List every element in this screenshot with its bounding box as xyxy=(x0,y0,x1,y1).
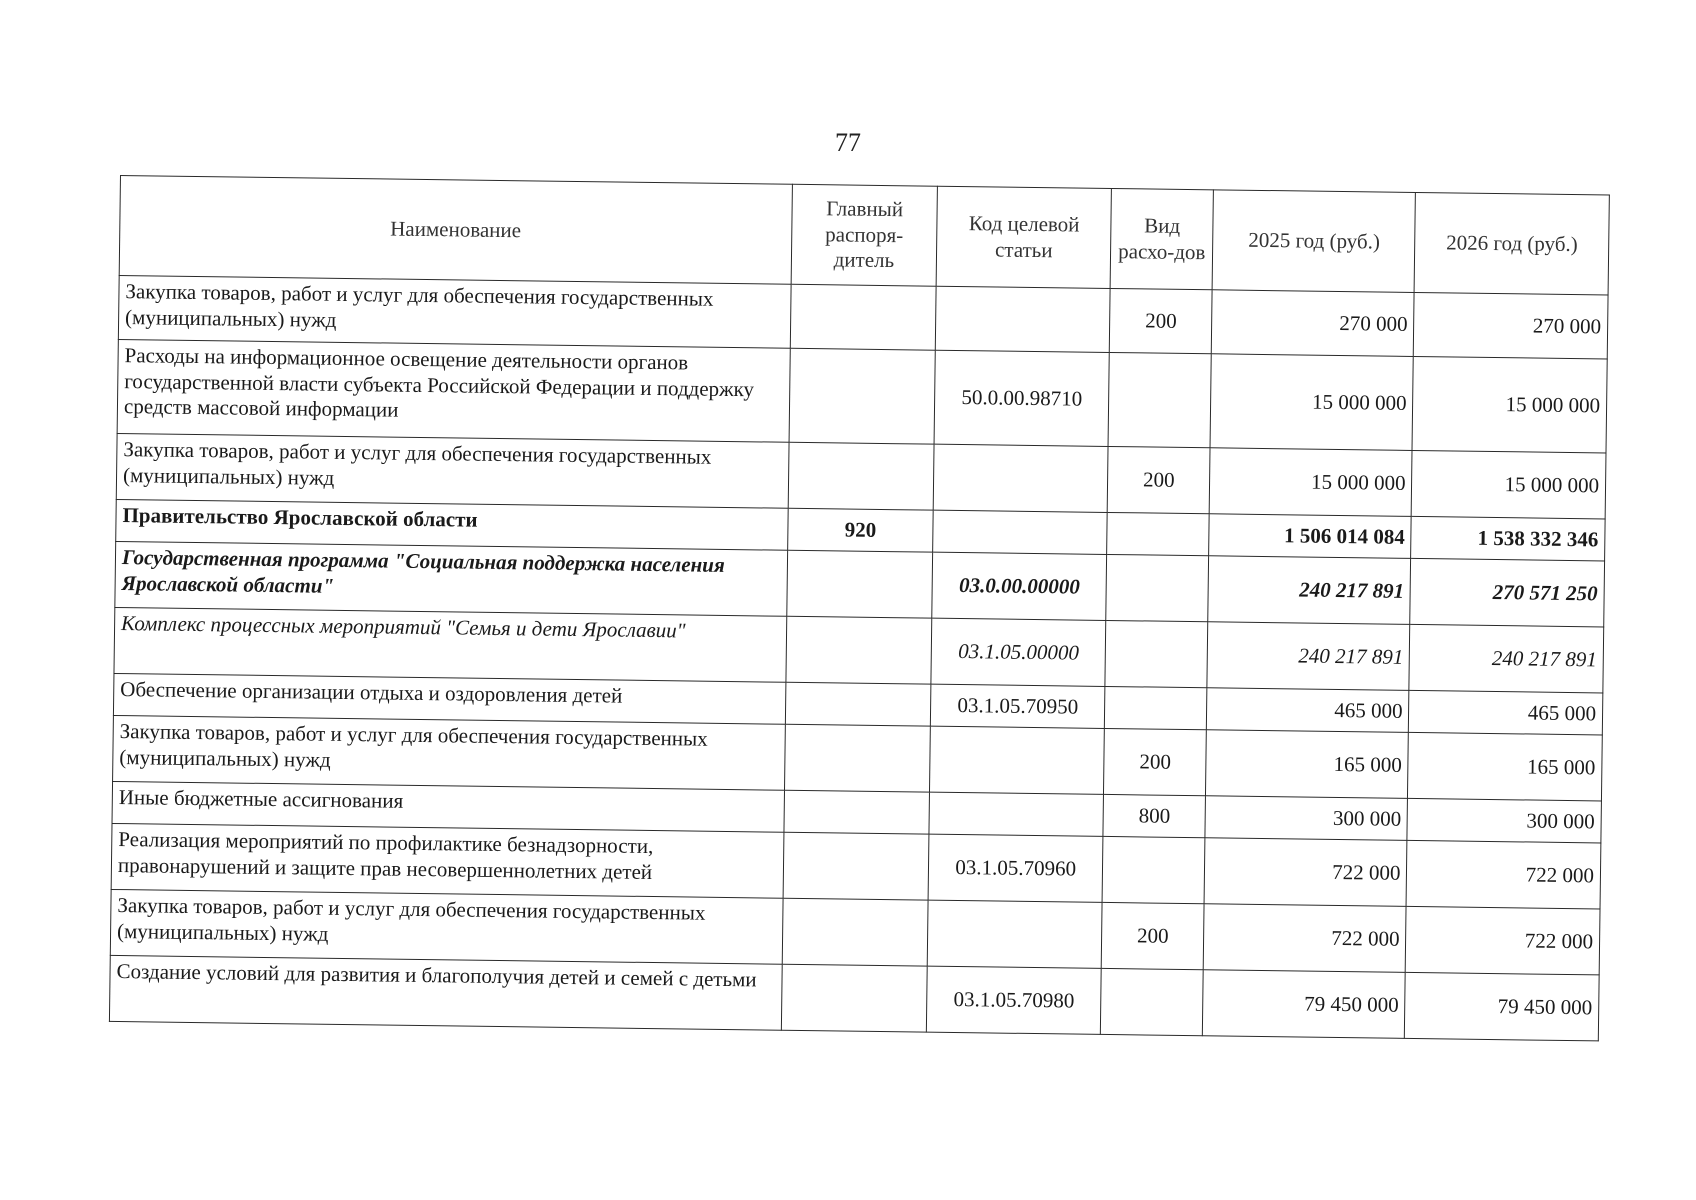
cell-year-2025: 79 450 000 xyxy=(1203,970,1406,1039)
cell-expense-type xyxy=(1101,968,1204,1035)
cell-year-2025: 722 000 xyxy=(1204,838,1407,907)
cell-year-2026: 15 000 000 xyxy=(1412,450,1606,519)
cell-expense-type xyxy=(1108,352,1211,447)
cell-target-code xyxy=(933,444,1108,512)
header-main-manager: Главный распоря-дитель xyxy=(791,184,938,286)
cell-name: Создание условий для развития и благополучия детей и семей с детьми xyxy=(109,955,781,1030)
cell-year-2025: 240 217 891 xyxy=(1207,622,1410,691)
cell-name: Закупка товаров, работ и услуг для обеспечения государственных (муниципальных) нужд xyxy=(116,433,788,508)
cell-expense-type xyxy=(1102,836,1205,903)
cell-year-2026: 79 450 000 xyxy=(1405,972,1599,1041)
cell-main-manager xyxy=(788,442,934,510)
cell-year-2026: 15 000 000 xyxy=(1412,356,1607,453)
cell-year-2026: 722 000 xyxy=(1406,906,1600,975)
cell-name: Закупка товаров, работ и услуг для обеспечения государственных (муниципальных) нужд xyxy=(113,715,785,790)
cell-main-manager xyxy=(781,964,927,1032)
cell-expense-type: 200 xyxy=(1107,446,1210,513)
cell-expense-type xyxy=(1106,554,1209,621)
cell-target-code: 03.1.05.70980 xyxy=(927,966,1102,1034)
cell-expense-type: 200 xyxy=(1109,288,1212,353)
cell-name: Государственная программа "Социальная поддержка населения Ярославской области" xyxy=(115,541,787,616)
cell-main-manager: 920 xyxy=(787,508,933,552)
cell-year-2025: 300 000 xyxy=(1205,796,1408,841)
cell-name: Расходы на информационное освещение деятельности органов государственной власти субъекта Российской Федерации и поддержку средств массовой информации xyxy=(117,339,790,442)
cell-target-code: 03.0.00.00000 xyxy=(932,552,1107,620)
header-expense-type: Вид расхо-дов xyxy=(1110,188,1213,289)
cell-year-2026: 270 000 xyxy=(1414,292,1608,359)
cell-expense-type xyxy=(1105,686,1208,729)
cell-name: Обеспечение организации отдыха и оздоровления детей xyxy=(113,673,785,724)
cell-target-code: 03.1.05.70950 xyxy=(931,684,1105,728)
cell-main-manager xyxy=(786,550,932,618)
page-number: 77 xyxy=(835,128,861,157)
cell-year-2026: 240 217 891 xyxy=(1409,624,1603,693)
cell-expense-type: 200 xyxy=(1101,902,1204,969)
cell-target-code: 03.1.05.00000 xyxy=(931,618,1106,686)
cell-name: Реализация мероприятий по профилактике безнадзорности, правонарушений и защите прав несовершеннолетних детей xyxy=(111,823,783,898)
cell-expense-type xyxy=(1107,512,1210,555)
cell-main-manager xyxy=(784,790,930,834)
cell-target-code: 50.0.00.98710 xyxy=(934,350,1109,446)
header-target-code: Код целевой статьи xyxy=(936,186,1111,288)
cell-year-2026: 1 538 332 346 xyxy=(1411,516,1605,561)
cell-target-code xyxy=(929,792,1103,836)
cell-main-manager xyxy=(782,898,928,966)
cell-main-manager xyxy=(783,832,929,900)
cell-year-2025: 1 506 014 084 xyxy=(1209,514,1412,559)
budget-table-container xyxy=(109,175,1610,1041)
header-year-2025: 2025 год (руб.) xyxy=(1212,190,1415,293)
cell-year-2025: 240 217 891 xyxy=(1208,556,1411,625)
cell-name: Закупка товаров, работ и услуг для обеспечения государственных (муниципальных) нужд xyxy=(118,275,790,348)
cell-name: Закупка товаров, работ и услуг для обеспечения государственных (муниципальных) нужд xyxy=(110,889,782,964)
cell-year-2025: 165 000 xyxy=(1206,730,1409,799)
cell-year-2025: 15 000 000 xyxy=(1210,448,1413,517)
cell-target-code: 03.1.05.70960 xyxy=(928,834,1103,902)
cell-main-manager xyxy=(785,682,931,726)
cell-year-2026: 300 000 xyxy=(1407,798,1601,843)
cell-expense-type xyxy=(1105,620,1208,687)
cell-target-code xyxy=(933,510,1107,554)
cell-main-manager xyxy=(790,284,936,350)
budget-table xyxy=(109,175,1610,1041)
cell-year-2025: 722 000 xyxy=(1204,904,1407,973)
table-header-row xyxy=(119,176,1609,295)
cell-name: Иные бюджетные ассигнования xyxy=(112,781,784,832)
cell-main-manager xyxy=(789,348,936,444)
header-name: Наименование xyxy=(119,176,792,285)
cell-expense-type: 200 xyxy=(1104,728,1207,795)
cell-name: Правительство Ярославской области xyxy=(116,499,788,550)
cell-target-code xyxy=(928,900,1103,968)
cell-target-code xyxy=(930,726,1105,794)
cell-year-2026: 165 000 xyxy=(1408,732,1602,801)
cell-year-2025: 270 000 xyxy=(1212,290,1415,357)
cell-year-2025: 15 000 000 xyxy=(1210,354,1413,451)
cell-year-2026: 270 571 250 xyxy=(1410,558,1604,627)
cell-year-2026: 722 000 xyxy=(1407,840,1601,909)
cell-main-manager xyxy=(784,724,930,792)
header-year-2026: 2026 год (руб.) xyxy=(1415,192,1610,295)
cell-year-2025: 465 000 xyxy=(1207,688,1410,733)
cell-expense-type: 800 xyxy=(1103,794,1206,837)
cell-name: Комплекс процессных мероприятий "Семья и дети Ярославии" xyxy=(114,607,786,682)
cell-target-code xyxy=(936,286,1111,352)
cell-year-2026: 465 000 xyxy=(1409,690,1603,735)
cell-main-manager xyxy=(786,616,932,684)
